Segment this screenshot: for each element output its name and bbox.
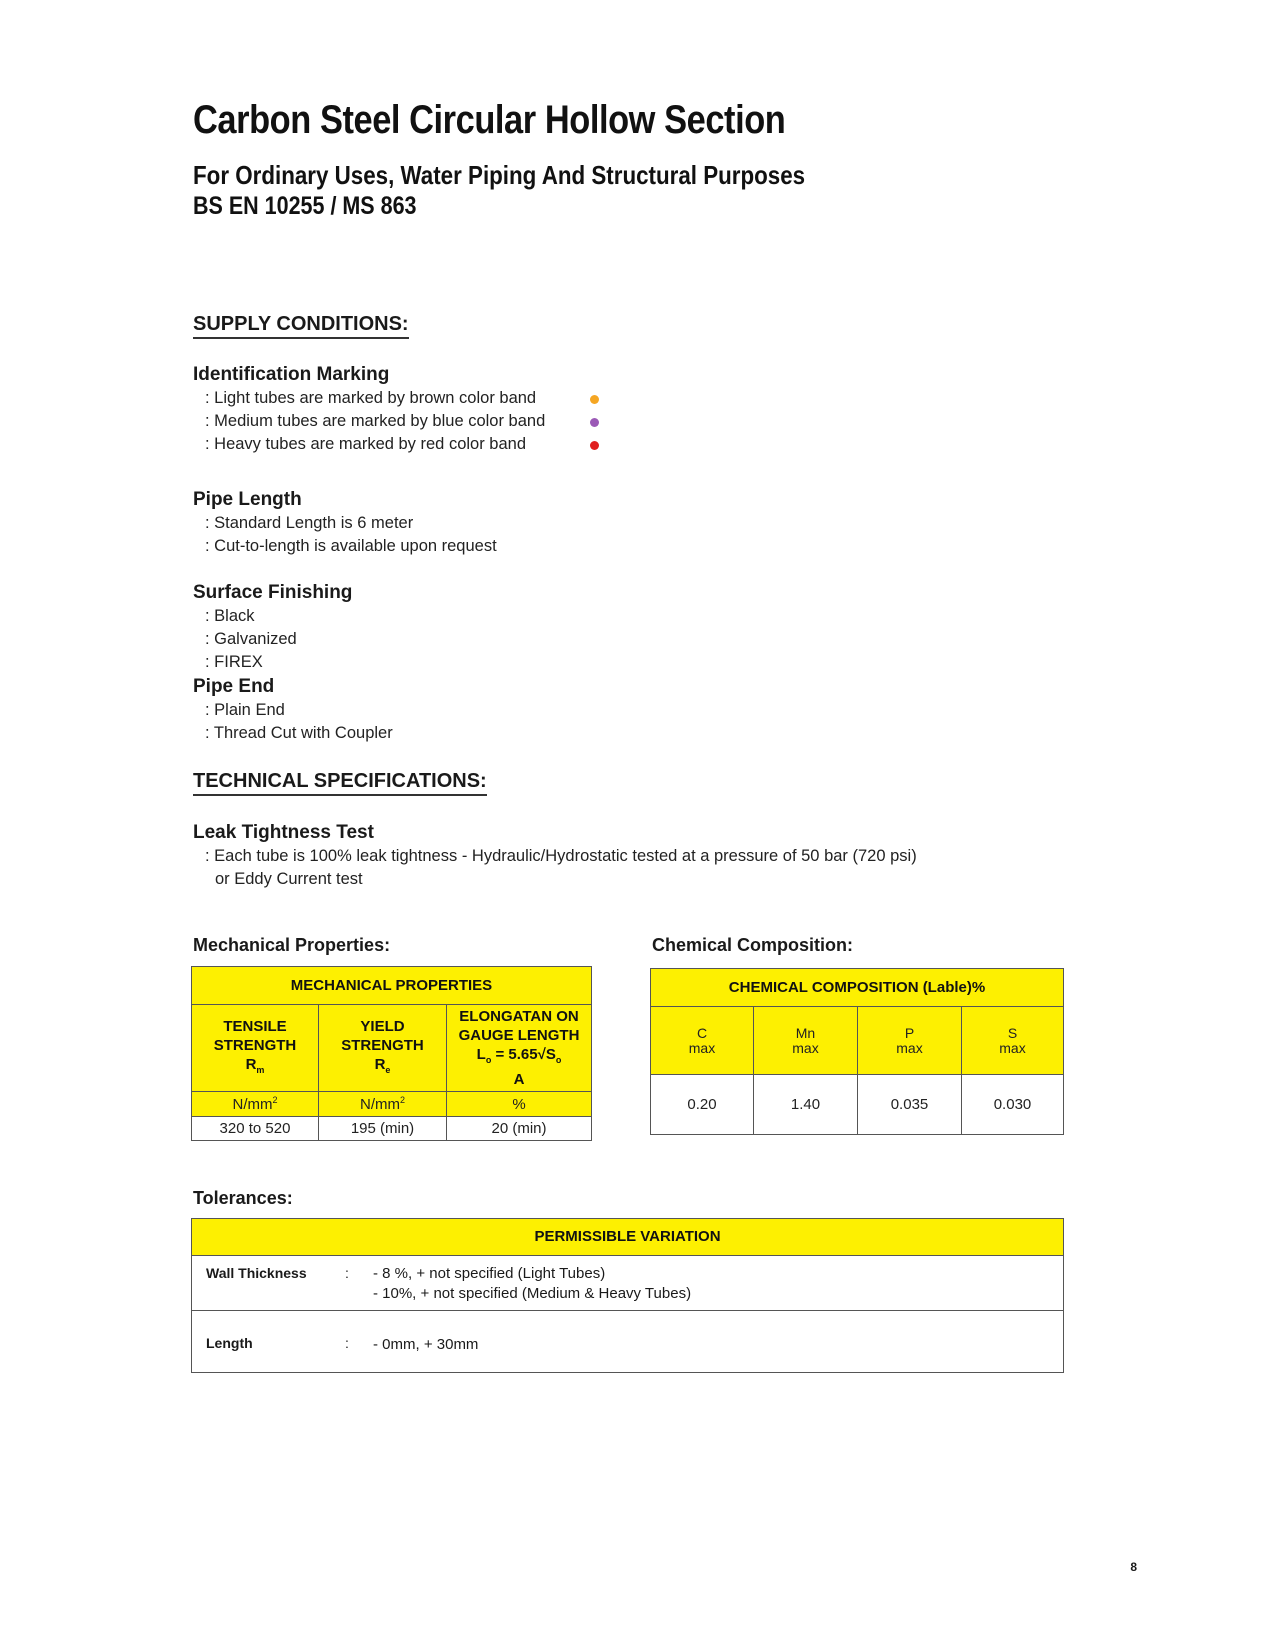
tolerance-row-length	[192, 1311, 1063, 1372]
identification-marking-title: Identification Marking	[193, 364, 390, 385]
pipe-end-item: : Thread Cut with Coupler	[205, 724, 393, 742]
element-header-c: C max	[651, 1007, 754, 1075]
page-number: 8	[1130, 1560, 1137, 1574]
element-header-mn: Mn max	[754, 1007, 858, 1075]
standard-code: BS EN 10255 / MS 863	[193, 192, 417, 220]
leak-tightness-title: Leak Tightness Test	[193, 822, 374, 843]
blue-band-dot	[590, 418, 599, 427]
mechanical-properties-table	[191, 966, 592, 1141]
element-header-s: S max	[962, 1007, 1064, 1075]
tensile-unit: $N/mm^2$	[192, 1092, 319, 1117]
element-value-p: 0.035	[858, 1075, 962, 1135]
tolerance-row-wall-thickness	[192, 1256, 1063, 1311]
tolerances-table	[191, 1218, 1064, 1373]
pipe-length-title: Pipe Length	[193, 489, 302, 510]
chemical-table-title: CHEMICAL COMPOSITION (Lable)%	[651, 969, 1064, 1007]
pipe-end-item: : Plain End	[205, 701, 285, 719]
element-value-mn: 1.40	[754, 1075, 858, 1135]
yield-unit: $N/mm^2$	[319, 1092, 447, 1117]
tolerance-separator: :	[345, 1265, 349, 1281]
brown-band-dot	[590, 395, 599, 404]
mechanical-table-title: MECHANICAL PROPERTIES	[192, 967, 592, 1005]
pipe-end-title: Pipe End	[193, 676, 275, 697]
pipe-length-item: : Cut-to-length is available upon request	[205, 537, 497, 555]
surface-finishing-title: Surface Finishing	[193, 582, 353, 603]
red-band-dot	[590, 441, 599, 450]
yield-value: 195 (min)	[319, 1117, 447, 1141]
chemical-composition-table	[650, 968, 1064, 1135]
tolerance-separator: :	[345, 1335, 349, 1351]
identification-item-medium: : Medium tubes are marked by blue color band	[205, 412, 546, 430]
identification-item-light: : Light tubes are marked by brown color band	[205, 389, 537, 407]
element-value-c: 0.20	[651, 1075, 754, 1135]
elongation-value: 20 (min)	[447, 1117, 592, 1141]
tolerances-label: Tolerances:	[193, 1188, 293, 1208]
elongation-unit: %	[447, 1092, 592, 1117]
tolerance-name: Wall Thickness	[206, 1265, 307, 1281]
tolerances-table-title: PERMISSIBLE VARIATION	[192, 1219, 1063, 1256]
pipe-length-item: : Standard Length is 6 meter	[205, 514, 414, 532]
chemical-composition-label: Chemical Composition:	[652, 935, 854, 955]
technical-specifications-heading: TECHNICAL SPECIFICATIONS:	[193, 770, 487, 796]
page-subtitle: For Ordinary Uses, Water Piping And Structural Purposes	[193, 160, 806, 190]
tolerance-value: - 0mm, + 30mm	[373, 1336, 479, 1353]
surface-finishing-item: : Galvanized	[205, 630, 297, 648]
tolerance-name: Length	[206, 1335, 253, 1351]
tensile-strength-header: TENSILE STRENGTH $R_m$	[192, 1005, 319, 1092]
elongation-header: ELONGATAN ON GAUGE LENGTH $L_o = 5.65√S_o$ A	[447, 1005, 592, 1092]
mechanical-properties-label: Mechanical Properties:	[193, 935, 391, 955]
element-value-s: 0.030	[962, 1075, 1064, 1135]
supply-conditions-heading: SUPPLY CONDITIONS:	[193, 313, 409, 339]
tensile-value: 320 to 520	[192, 1117, 319, 1141]
surface-finishing-item: : Black	[205, 607, 255, 625]
element-header-p: P max	[858, 1007, 962, 1075]
page-title: Carbon Steel Circular Hollow Section	[193, 98, 786, 142]
identification-item-heavy: : Heavy tubes are marked by red color band	[205, 435, 527, 453]
tolerance-value: - 8 %, + not specified (Light Tubes) - 10%, + not specified (Medium & Heavy Tubes)	[373, 1265, 692, 1302]
surface-finishing-item: : FIREX	[205, 653, 263, 671]
yield-strength-header: YIELD STRENGTH $R_e$	[319, 1005, 447, 1092]
leak-test-description-cont: or Eddy Current test	[215, 870, 363, 888]
leak-test-description: : Each tube is 100% leak tightness - Hydraulic/Hydrostatic tested at a pressure of 50 bar (720 psi)	[205, 847, 917, 865]
